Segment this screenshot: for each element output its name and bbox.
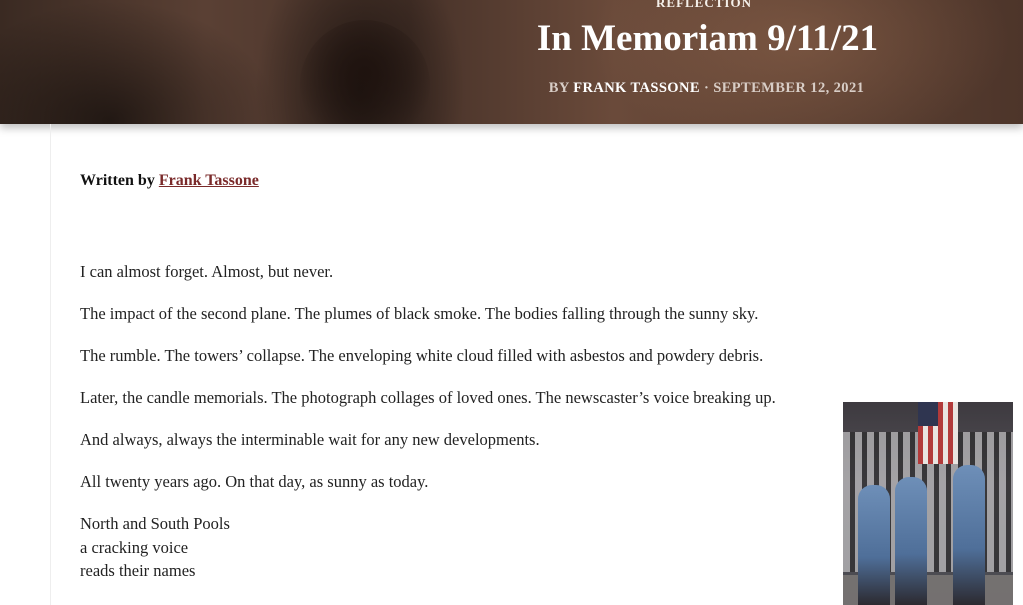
written-by	[80, 172, 259, 190]
paragraph: The impact of the second plane. The plumes of black smoke. The bodies falling through the sunny sky.	[80, 304, 759, 323]
byline-prefix: BY	[548, 80, 570, 96]
flag	[918, 402, 958, 464]
content-left-rule	[50, 124, 51, 605]
byline-author[interactable]: FRANK TASSONE	[573, 80, 700, 96]
memorial-photo	[843, 402, 1013, 605]
hero-background-figure	[300, 20, 430, 124]
photo-figure	[858, 485, 890, 605]
byline-separator: ·	[703, 80, 710, 96]
author-link[interactable]: Frank Tassone	[158, 172, 259, 189]
paragraph: And always, always the interminable wait for any new developments.	[80, 430, 540, 449]
page-title: In Memoriam 9/11/21	[536, 18, 879, 59]
hero-banner	[0, 0, 1023, 124]
haiku-line: a cracking voice	[80, 537, 189, 557]
byline	[520, 80, 893, 97]
photo-figure	[895, 477, 927, 605]
written-by-label: Written by	[80, 172, 155, 189]
photo-figure	[953, 465, 985, 605]
haiku	[80, 512, 230, 583]
paragraph: I can almost forget. Almost, but never.	[80, 262, 334, 281]
paragraph: The rumble. The towers’ collapse. The enveloping white cloud filled with asbestos and powdery debris.	[80, 346, 764, 365]
paragraph: Later, the candle memorials. The photograph collages of loved ones. The newscaster’s voice breaking up.	[80, 388, 776, 407]
category-kicker[interactable]: REFLECTION	[656, 0, 752, 10]
haiku-line: reads their names	[80, 561, 196, 580]
haiku-line: North and South Pools	[80, 514, 230, 533]
paragraph: All twenty years ago. On that day, as sunny as today.	[80, 472, 429, 491]
byline-date: SEPTEMBER 12, 2021	[713, 80, 865, 96]
